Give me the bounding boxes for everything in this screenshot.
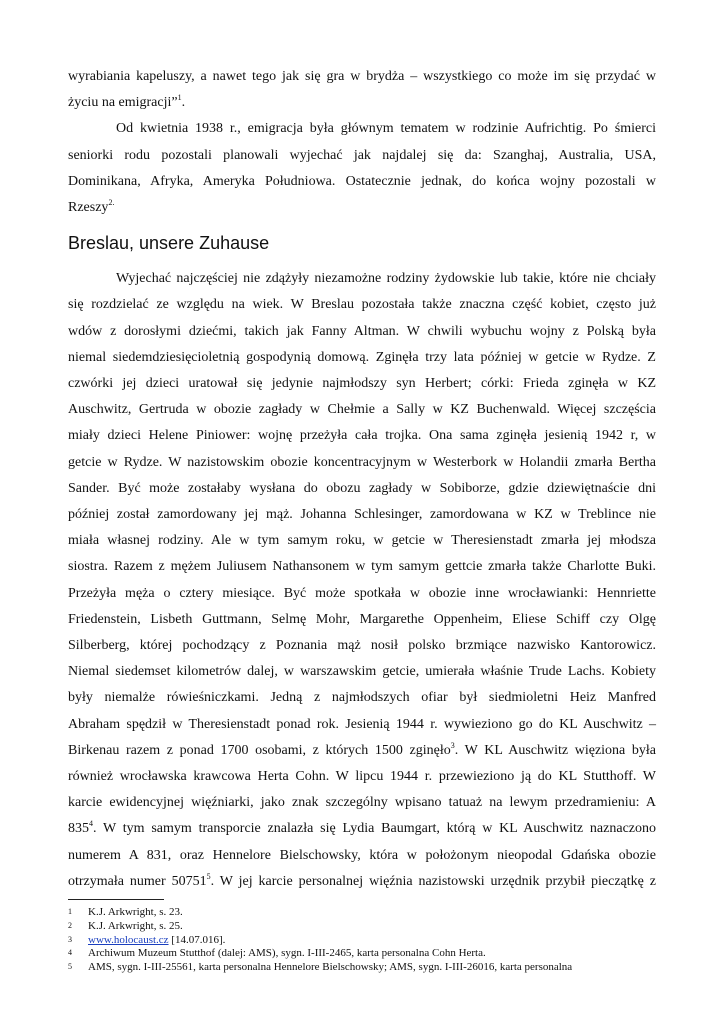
footnote-text: [14.07.016]. [168, 933, 226, 946]
text-line: numerem A 831, oraz Hennelore Bielschowsky, która w położonym nieopodal Gdańska obozie [68, 847, 656, 863]
footnote-ref[interactable]: 5 [206, 871, 211, 881]
text-line [68, 738, 656, 764]
text-line [68, 869, 656, 895]
text-line: Auschwitz, Gertruda w obozie zagłady w Chełmie a Sally w KZ Buchenwald. Więcej szczęścia [68, 402, 656, 418]
text-fragment: . [181, 95, 186, 111]
text-line [68, 195, 656, 221]
text-line: Dominikana, Afryka, Ameryka Południowa. Ostatecznie jednak, do końca wojny pozostali w [68, 173, 656, 189]
footnote-number: 2 [68, 920, 72, 930]
footnote-number: 1 [68, 907, 72, 917]
text-line: Friedenstein, Lisbeth Guttmann, Selmę Mohr, Margarethe Oppenheim, Eliese Schiff czy Olgę [68, 611, 656, 627]
text-line: niemal siedemdziesięcioletnią gospodynią domową. Zginęła trzy lata później w getcie w Rydze. Z [68, 349, 656, 365]
text-fragment: . W jej karcie personalnej więźnia nazistowski urzędnik przybił pieczątkę z [210, 873, 656, 889]
text-line: Wyjechać najczęściej nie zdążyły niezamożne rodziny żydowskie lub takie, które nie chciały [116, 271, 656, 287]
text-line: Niemal siedemset kilometrów dalej, w warszawskim getcie, umierała właśnie Trude Lachs. Kobiety [68, 664, 656, 680]
text-fragment: życiu na emigracji” [68, 95, 178, 111]
text-fragment: otrzymała numer 50751 [68, 873, 207, 889]
text-line: karcie ewidencyjnej więźniarki, jako znak szczególny wpisano tatuaż na lewym przedramieniu: A [68, 795, 656, 811]
text-line: Abraham spędził w Theresienstadt ponad rok. Jesienią 1944 r. wywieziono go do KL Auschwitz – [68, 716, 656, 732]
footnote-ref[interactable]: 3 [450, 740, 455, 750]
footnote [68, 934, 656, 948]
text-line: się rozdzielać ze względu na wiek. W Breslau pozostała także znaczna część kobiet, często już [68, 297, 656, 313]
text-line: getcie w Rydze. W nazistowskim obozie koncentracyjnym w Westerbork w Holandii zmarła Bertha [68, 454, 656, 470]
text-fragment: . W tym samym transporcie znalazła się Lydia Baumgart, którą w KL Auschwitz naznaczono [93, 821, 656, 837]
text-line: były niemalże rówieśniczkami. Jedną z najmłodszych ofiar był siedmioletni Heiz Manfred [68, 690, 656, 706]
section-heading: Breslau, unsere Zuhause [68, 233, 270, 254]
footnote-ref[interactable]: 1 [177, 93, 182, 103]
footnote-link[interactable]: www.holocaust.cz [88, 933, 169, 946]
footnote-text: Archiwum Muzeum Stutthof (dalej: AMS), sygn. I-III-2465, karta personalna Cohn Herta. [88, 947, 486, 960]
text-line: siostra. Razem z mężem Juliusem Nathansonem w tym samym gettcie zmarła także Charlotte Buki. [68, 559, 656, 575]
text-line: czwórki jej dzieci uratował się jedynie najmłodszy syn Herbert; córki: Frieda zginęła w KZ [68, 376, 656, 392]
footnote [68, 906, 656, 920]
document-page [68, 64, 656, 975]
text-fragment: . W KL Auschwitz więziona była [454, 742, 656, 758]
text-fragment: 835 [68, 821, 89, 837]
text-line: później został zamordowany jej mąż. Johanna Schlesinger, zamordowana w KZ w Treblince nie [68, 507, 656, 523]
text-line: Sander. Być może zostałaby wysłana do obozu zagłady w Sobiborze, gdzie dziewiętnaście dni [68, 480, 656, 496]
footnote [68, 947, 656, 961]
footnote [68, 920, 656, 934]
text-line: miały dzieci Helene Piniower: wojnę przeżyła cała trojka. Ona sama zginęła jesienią 1942 r, w [68, 428, 656, 444]
footnote-number: 4 [68, 948, 72, 958]
text-line [68, 90, 656, 116]
text-fragment: Birkenau razem z ponad 1700 osobami, z których 1500 zginęło [68, 742, 451, 758]
text-line: seniorki rodu pozostali planowali wyjechać jak najdalej się da: Szanghaj, Australia, USA, [68, 147, 656, 163]
text-line: Przeżyła męża o cztery miesiące. Być może spotkała w obozie inne wrocławianki: Hennriette [68, 585, 656, 601]
text-line [68, 816, 656, 842]
footnote-number: 3 [68, 934, 72, 944]
footnote-ref[interactable]: 2. [108, 198, 115, 208]
footnotes [68, 906, 656, 975]
emigration-paragraph [68, 116, 656, 221]
footnote-separator [68, 899, 164, 900]
text-line: wdów z dorosłymi dziećmi, takich jak Fanny Altman. W chwili wybuchu wojny z Polską była [68, 323, 656, 339]
footnote-text: K.J. Arkwright, s. 23. [88, 906, 183, 919]
text-line: Silberberg, której pochodzący z Poznania mąż nosił polsko brzmiące nazwisko Kantorowicz. [68, 638, 656, 654]
footnote-number: 5 [68, 962, 72, 972]
text-line: Od kwietnia 1938 r., emigracja była głównym tematem w rodzinie Aufrichtig. Po śmierci [116, 121, 656, 137]
intro-paragraph [68, 64, 656, 116]
footnote [68, 961, 656, 975]
text-line: również wrocławska krawcowa Herta Cohn. W lipcu 1944 r. przewieziono ją do KL Stutthoff. W [68, 769, 656, 785]
text-line: wyrabiania kapeluszy, a nawet tego jak się gra w brydża – wszystkiego co może im się przydać w [68, 69, 656, 84]
footnote-ref[interactable]: 4 [89, 819, 93, 829]
text-fragment: Rzeszy [68, 200, 109, 216]
footnote-text: K.J. Arkwright, s. 25. [88, 919, 183, 932]
footnote-text: AMS, sygn. I-III-25561, karta personalna Hennelore Bielschowsky; AMS, sygn. I-III-26016, karta personalna [88, 961, 573, 974]
main-paragraph [68, 266, 656, 895]
text-line: miała własnej rodziny. Ale w tym samym roku, w getcie w Theresienstadt zmarła jej młodsza [68, 533, 656, 549]
